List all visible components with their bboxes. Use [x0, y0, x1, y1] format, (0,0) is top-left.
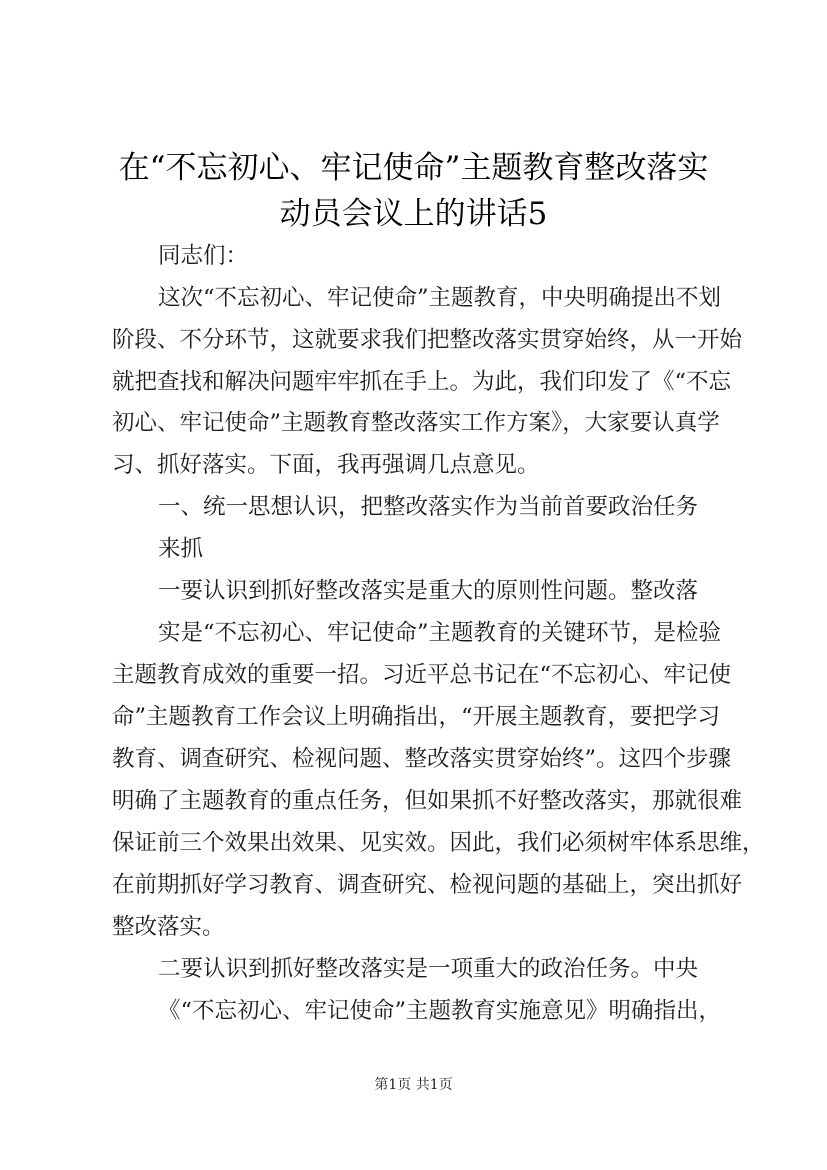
body-line: 命”主题教育工作会议上明确指出，“开展主题教育，要把学习: [112, 704, 721, 730]
body-line: 初心、牢记使命”主题教育整改落实工作方案》，大家要认真学: [112, 410, 720, 436]
document-title-line-2: 动员会议上的讲话5: [279, 196, 548, 232]
body-line: 明确了主题教育的重点任务，但如果抓不好整改落实，那就很难: [112, 788, 743, 814]
page-footer: 第1页 共1页: [374, 1077, 453, 1093]
salutation: 同志们：: [158, 243, 249, 269]
body-line: 《“不忘初心、牢记使命”主题教育实施意见》明确指出，: [158, 998, 722, 1024]
body-line: 这次“不忘初心、牢记使命”主题教育，中央明确提出不划: [158, 285, 722, 311]
body-line: 主题教育成效的重要一招。习近平总书记在“不忘初心、牢记使: [112, 662, 732, 688]
body-line: 保证前三个效果出效果、见实效。因此，我们必须树牢体系思维，: [112, 830, 765, 856]
body-line: 整改落实。: [112, 914, 225, 940]
document-title-line-1: 在“不忘初心、牢记使命”主题教育整改落实: [118, 150, 709, 186]
body-line: 在前期抓好学习教育、调查研究、检视问题的基础上，突出抓好: [112, 872, 743, 898]
body-line: 阶段、不分环节，这就要求我们把整改落实贯穿始终，从一开始: [112, 327, 743, 353]
body-line: 实是“不忘初心、牢记使命”主题教育的关键环节，是检验: [158, 620, 722, 646]
body-line: 就把查找和解决问题牢牢抓在手上。为此，我们印发了《“不忘: [112, 369, 732, 395]
body-line: 一要认识到抓好整改落实是重大的原则性问题。整改落: [158, 578, 699, 604]
section-heading: 一、统一思想认识，把整改落实作为当前首要政治任务: [158, 494, 699, 520]
section-heading-cont: 来抓: [158, 536, 204, 562]
body-line: 教育、调查研究、检视问题、整改落实贯穿始终”。这四个步骤: [112, 746, 732, 772]
body-line: 二要认识到抓好整改落实是一项重大的政治任务。中央: [158, 956, 699, 982]
body-line: 习、抓好落实。下面，我再强调几点意见。: [112, 452, 540, 478]
